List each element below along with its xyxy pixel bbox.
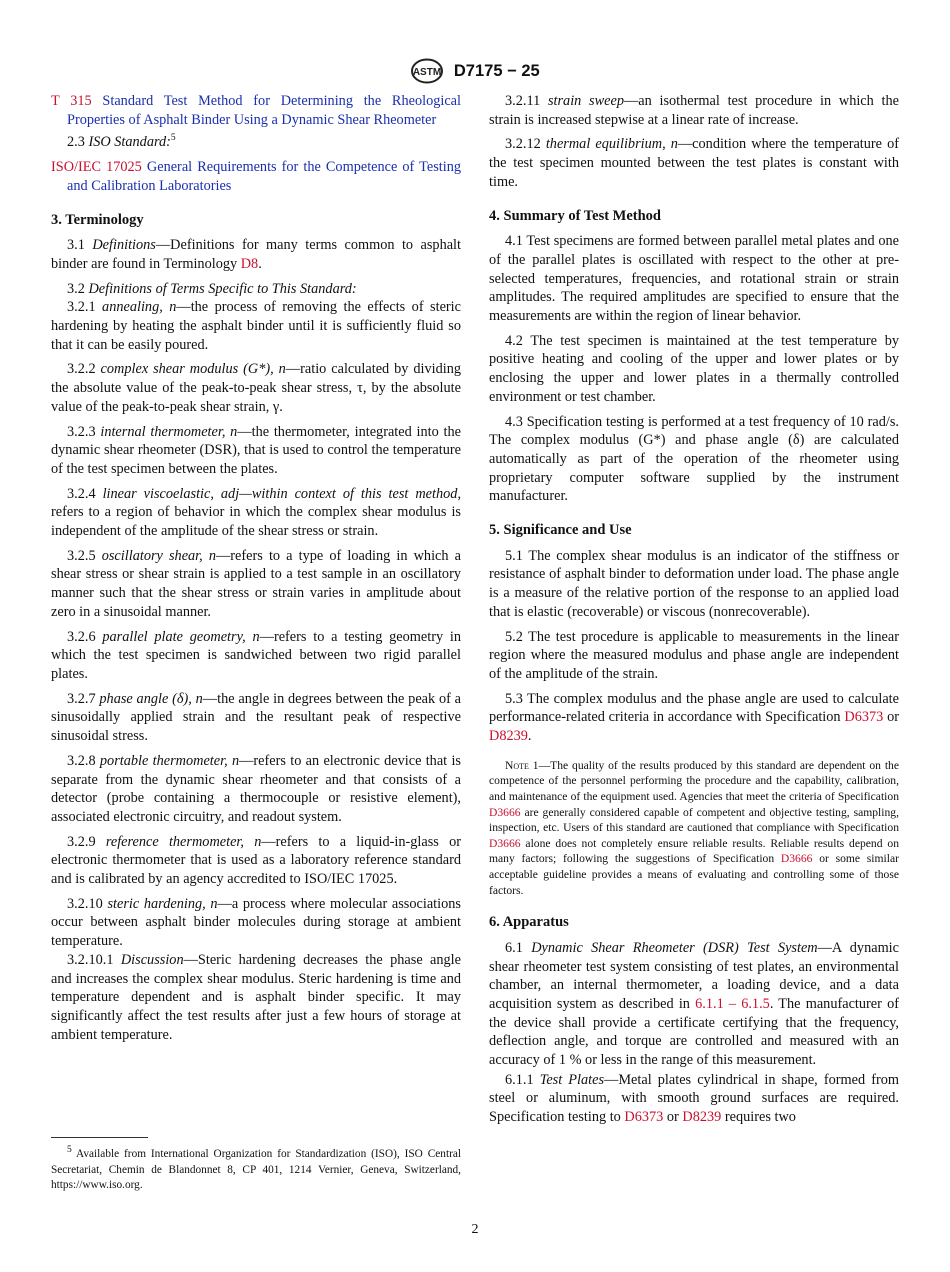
footnote-5: $^5$ Available from International Organization for Standardization (ISO), ISO Central Secretariat, Chemin de Blandonnet 8, CP 401, 1214 Vernier, Geneva, Switzerland, https://www.iso.org. xyxy=(51,1145,461,1191)
definition-3-2-4: 3.2.4 linear viscoelastic, adj—within context of this test method, refers to a region of behavior in which the complex shear modulus is independent of the amplitude of the shear stress or strain. xyxy=(51,485,462,540)
definition-3-2-2: 3.2.2 complex shear modulus (G*), n—ratio calculated by dividing the absolute value of the peak-to-peak shear stress, τ, by the absolute value of the peak-to-peak shear strain, γ. xyxy=(51,361,462,415)
paragraph-5-1: 5.1 The complex shear modulus is an indicator of the stiffness or resistance of asphalt binder to deformation under load. The phase angle is a measure of the relative portion of the response to an applied load that is elastic (recoverable) or viscous (nonrecoverable). xyxy=(489,547,899,620)
link-6-1-1-to-6-1-5[interactable]: 6.1.1 – 6.1.5 xyxy=(695,995,770,1012)
link-d6373[interactable]: D6373 xyxy=(844,709,884,726)
document-number: D7175 − 25 xyxy=(453,61,540,80)
section-heading-summary: 4. Summary of Test Method xyxy=(489,207,661,224)
link-d8239[interactable]: D8239 xyxy=(682,1109,722,1126)
discussion-3-2-10-1: 3.2.10.1 Discussion—Steric hardening decreases the phase angle and increases the complex shear modulus. Steric hardening is time and temperature dependent and is asphalt binder specific. It may significantly affect the test results after just a few hours of storage at ambient temperature. xyxy=(51,951,461,1043)
link-d8[interactable]: D8 xyxy=(240,255,259,272)
link-d8239[interactable]: D8239 xyxy=(489,728,528,745)
paragraph-3-2: 3.2 Definitions of Terms Specific to This Standard: xyxy=(67,280,357,297)
definition-3-2-10: 3.2.10 steric hardening, n—a process where molecular associations occur between asphalt binder molecules during storage at ambient temperature. xyxy=(51,895,461,950)
definition-3-2-11: 3.2.11 strain sweep—an isothermal test procedure in which the strain is increased stepwise at a linear rate of increase. xyxy=(489,93,899,128)
paragraph-6-1-1: 6.1.1 Test Plates—Metal plates cylindrical in shape, formed from steel or aluminum, with smooth ground surfaces are required. Specification testing to D6373 or D8239 requires two xyxy=(489,1071,899,1126)
link-d3666[interactable]: D3666 xyxy=(489,836,521,850)
page-header xyxy=(0,58,950,84)
paragraph-3-1: 3.1 Definitions—Definitions for many terms common to asphalt binder are found in Terminology D8. xyxy=(51,237,462,272)
definition-3-2-9: 3.2.9 reference thermometer, n—refers to a liquid-in-glass or electronic thermometer that is used as a laboratory reference standard and is calibrated by an agency accredited to ISO/IEC 17025. xyxy=(51,833,461,888)
paragraph-4-1: 4.1 Test specimens are formed between parallel metal plates and one of the parallel plates is oscillated with respect to the other at pre-selected temperatures, frequencies, and rotational strain or strain amplitudes. The required amplitudes are specified to ensure that the measurements are within the region of linear behavior. xyxy=(489,233,899,325)
definition-3-2-7: 3.2.7 phase angle (δ), n—the angle in degrees between the peak of a sinusoidally applied strain and the resultant peak of respective sinusoidal stress. xyxy=(51,690,462,745)
reference-code-link[interactable]: ISO/IEC 17025 xyxy=(51,159,142,176)
link-d3666[interactable]: D3666 xyxy=(780,852,813,866)
paragraph-5-2: 5.2 The test procedure is applicable to measurements in the linear region where the measured modulus and phase angle are independent of the amplitude of the strain. xyxy=(489,628,899,682)
left-column xyxy=(51,92,461,1050)
svg-text:ASTM: ASTM xyxy=(413,67,442,78)
reference-code-link[interactable]: T 315 xyxy=(51,93,92,109)
definition-3-2-5: 3.2.5 oscillatory shear, n—refers to a type of loading in which a shear stress or shear strain is applied to a test sample in an oscillatory manner such that the shear stress or strain varies in amplitude about zero in a sinusoidal manner. xyxy=(51,547,461,620)
right-column xyxy=(489,92,899,1133)
link-d3666[interactable]: D3666 xyxy=(489,805,521,819)
footnote-divider xyxy=(51,1137,148,1138)
reference-t315: T 315 Standard Test Method for Determining the Rheological Properties of Asphalt Binder Using a Dynamic Shear Rheometer xyxy=(51,93,462,128)
astm-logo-icon xyxy=(410,58,444,84)
section-heading-apparatus: 6. Apparatus xyxy=(489,914,569,931)
iso-standard-heading: 2.3 ISO Standard:$^5$ xyxy=(67,133,176,151)
definition-3-2-12: 3.2.12 thermal equilibrium, n—condition where the temperature of the test specimen mounted between the test plates is constant with time. xyxy=(489,136,899,190)
paragraph-4-2: 4.2 The test specimen is maintained at the test temperature by positive heating and cooling of the upper and lower plates or by enclosing the upper and lower plates in a thermally controlled environment or test chamber. xyxy=(489,332,899,405)
link-d6373[interactable]: D6373 xyxy=(624,1109,664,1126)
definition-3-2-6: 3.2.6 parallel plate geometry, n—refers to a testing geometry in which the test specimen is sandwiched between two rigid parallel plates. xyxy=(51,628,461,682)
definition-3-2-1: 3.2.1 annealing, n—the process of removing the effects of steric hardening by heating the asphalt binder until it is sufficiently fluid so that it can be easily poured. xyxy=(51,299,461,353)
section-heading-terminology: 3. Terminology xyxy=(51,211,144,228)
paragraph-6-1: 6.1 Dynamic Shear Rheometer (DSR) Test System—A dynamic shear rheometer test system consisting of test plates, an environmental chamber, an internal thermometer, a loading device, and a data acquisition system as described in 6.1.1 – 6.1.5. The manufacturer of the device shall provide a certificate certifying that the frequency, deflection angle, and torque are controlled and measured with an accuracy of 1 % or less in the range of this measurement. xyxy=(489,939,900,1069)
definition-3-2-8: 3.2.8 portable thermometer, n—refers to an electronic device that is separate from the dynamic shear rheometer and that consists of a detector (probe containing a thermocouple or resistive element), associated electronic circuitry, and readout system. xyxy=(51,752,461,825)
paragraph-4-3: 4.3 Specification testing is performed at a test frequency of 10 rad/s. The complex modulus (G*) and phase angle (δ) are calculated automatically as part of the operation of the rheometer using proprietary computer software supplied by the instrument manufacturer. xyxy=(489,413,899,505)
definition-3-2-3: 3.2.3 internal thermometer, n—the thermometer, integrated into the dynamic shear rheometer (DSR), that is used to control the temperature of the test specimen between the plates. xyxy=(51,423,461,477)
reference-iso-17025: ISO/IEC 17025 General Requirements for the Competence of Testing and Calibration Laboratories xyxy=(51,159,461,194)
paragraph-5-3: 5.3 The complex modulus and the phase angle are used to calculate performance-related criteria in accordance with Specification D6373 or D8239. xyxy=(489,690,899,745)
note-1: Note 1—The quality of the results produced by this standard are dependent on the competence of the personnel performing the procedure and the capability, calibration, and maintenance of the equipment used. Agencies that meet the criteria of Specification D3666 are generally considered capable of competent and objective testing, sampling, inspection, etc. Users of this standard are cautioned that compliance with Specification D3666 alone does not completely ensure reliable results. Reliable results depend on many factors; following the suggestions of Specification D3666 or some similar acceptable guideline provides a means of evaluating and controlling some of those factors. xyxy=(489,758,900,897)
section-heading-significance: 5. Significance and Use xyxy=(489,522,632,539)
page-number: 2 xyxy=(471,1222,479,1237)
